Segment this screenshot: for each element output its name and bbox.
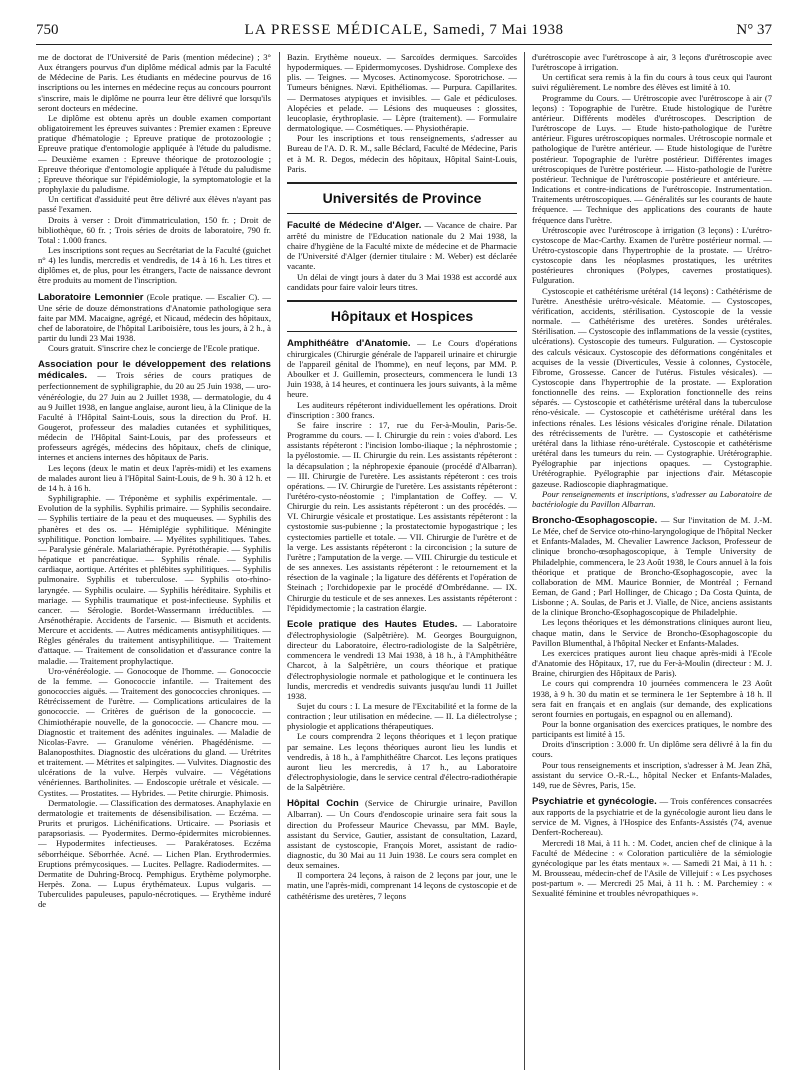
paragraph: Droits à verser : Droit d'immatriculation, 150 fr. ; Droit de bibliothèque, 60 fr. ; Trois séries de droits de laboratoire, 790 fr. Total : 1.000 francs. (38, 214, 271, 245)
paragraph: Les leçons (deux le matin et deux l'après-midi) et les examens de malades auront lieu à l'Hôpital Saint-Louis, de 9 h. 30 à 12 h. et de 14 h. à 16 h. (38, 462, 271, 493)
paragraph: Le cours comprendra 2 leçons théoriques et 1 leçon pratique par semaine. Les leçons théoriques auront lieu les lundis et vendredis, à 18 h., à l'amphithéâtre Charcot. Les leçons pratiques auront lieu les mercredis, à 17 h., au Laboratoire d'électrophysiologie, dans le service central d'électro-radiothérapie de la Salpêtrière. (287, 731, 517, 793)
section-heading: Ecole pratique des Hautes Etudes. (287, 618, 458, 630)
section-banner: Hôpitaux et Hospices (287, 300, 517, 332)
section-heading: Psychiatrie et gynécologie. (532, 796, 657, 808)
issue-number: N° 37 (736, 22, 772, 38)
paragraph: Pour renseignements et inscriptions, s'adresser au Laboratoire de bactériologie du Pavillon Albarran. (532, 488, 772, 509)
paragraph: Pour tous renseignements et inscription, s'adresser à M. Jean Zhā, assistant du service O.-R.-L., hôpital Necker et Enfants-Malades, 149, rue de Sèvres, Paris, 15e. (532, 759, 772, 790)
paragraph: Syphiligraphie. — Tréponème et syphilis expérimentale. — Evolution de la syphilis. Syphilis primaire. — Syphilis secondaire. — Syphilis tertiaire de la peau et des muqueuses. — Syphilis des phanères et des os. — Hémiplégie syphilitique. Méningite syphilitique. Ponction lombaire. — Myélites syphilitiques. Tabes. — Paralysie générale. Malariathérapie. Pyrétothérapie. — Syphilis hépatique et pancréatique. — Syphilis rénale. — Syphilis cardiaque, aortique. Artérites et phlébites syphilitiques. — Syphilis pulmonaire. Syphilis et tuberculose. — Syphilis oto-rhino-laryngée. — Syphilis oculaire. — Syphilis héréditaire. Syphilis et mariage. — Syphilis traumatique et post-infectieuse. Syphilis et cancer. — Sérologie. Bordet-Wassermann irréductibles. — Arsénothérapie. Accidents de l'arsenic. — Bismuth et accidents. Mercure et accidents. — Autres médicaments antisyphilitiques. — Règles générales du traitement antisyphilitique. — Traitement d'attaque. — Traitement de consolidation et d'assurance contre la maladie. — Traitement prophylactique. (38, 493, 271, 666)
paragraph: Les auditeurs répéteront individuellement les opérations. Droit d'inscription : 300 francs. (287, 399, 517, 420)
section-heading: Amphithéâtre d'Anatomie. (287, 337, 411, 349)
paragraph: Un certificat sera remis à la fin du cours à tous ceux qui l'auront suivi régulièrement. Le nombre des élèves est limité à 10. (532, 72, 772, 93)
paragraph: Cours gratuit. S'inscrire chez le concierge de l'Ecole pratique. (48, 343, 260, 354)
notice-broncho (532, 515, 772, 617)
paragraph: Cystoscopie et cathétérisme urétéral (14 leçons) : Cathétérisme de l'urètre. Anesthésie urétro-vésicale. Méatomie. — Cystoscopes, vérification, accidents, stérilisation. Cystoscopie de la vessie normale. — Cathétérisme des uretères. Sondes urétérales. Stérilisation. — Cystoscopie des inflammations de la vessie (cystites, ulcérations). Cystoscopie des tumeurs. Fulguration. — Cystoscopie des calculs vésicaux. Cystoscopie des déformations congénitales et acquises de la vessie (Diverticules, Vessie à colonnes, Cystocèle, Fibrome, Grossesse. Cancer de l'utérus. Fistules vésicales). — Cystoscopie dans l'hypertrophie de la prostate. — Exploration fonctionnelle des reins. — Exploration fonctionnelle des reins séparés. — Cystoscopie et cathétérisme urétéral dans la tuberculose réno-vésicale. — Cystoscopie et cathétérisme urétéral dans les infections rénales. Les lésions vésicales d'origine rénale. Dilatation des rétrécissements de l'urètre. — Cystoscopie et cathétérisme urétéral dans la lithiase réno-urétérale. Cystoscopie et cathétérisme urétéral dans les tumeurs du rein. — Cystographie. Urétérographie. Pyélographie par injections opaques. — Cystographie. Urétérographie. Pyélographie par injections d'air. Métascopie gazeuse. Radioscopie diaphragmatique. (532, 285, 772, 489)
paragraph: Le cours qui comprendra 10 journées commencera le 23 Août 1938, à 9 h. 30 du matin et se terminera le 1er Septembre à 18 h. Il sera fait en français et en anglais (sur demande, des explications seront fournies en portugais, en espagnol ou en allemand). (532, 678, 772, 719)
column-2 (287, 52, 517, 1074)
section-heading: Association pour le développement des relations médicales. (38, 359, 271, 382)
paragraph: Urétroscopie avec l'urétroscope à irrigation (3 leçons) : L'urétro-cystoscope de Mac-Carthy. Examen de l'urètre postérieur normal. — Urétro-cystoscopie dans l'hypertrophie de la prostate. — Urétro-cystoscopie dans les néoplasmes prostatiques, les urétrites postérieures chroniques (Polypes, cavernes prostatiques). Fulguration. (532, 224, 772, 286)
notice-text: — Vacance de chaire. Par arrêté du ministre de l'Education nationale du 2 Mai 1938, la chaire d'hygiène de la Faculté mixte de médecine et de Pharmacie de l'Université d'Alger (dernier titulaire : M. Weber) est déclarée vacante. (287, 219, 517, 272)
header-rule (36, 44, 772, 45)
section-heading: Broncho-Œsophagoscopie. (532, 515, 658, 527)
paragraph: Pour les inscriptions et tous renseignements, s'adresser au Bureau de l'A. D. R. M., salle Béclard, Faculté de Médecine, Paris et à M. R. Degos, médecin des hôpitaux, Hôpital Saint-Louis, Paris. (287, 133, 517, 174)
column-divider (524, 52, 525, 1070)
issue-date: Samedi, 7 Mai 1938 (432, 22, 564, 38)
section-heading: Hôpital Cochin (287, 798, 359, 810)
column-divider (279, 52, 280, 1070)
publication-name: LA PRESSE MÉDICALE, (244, 22, 429, 38)
notice-text: — Trois conférences consacrées aux rapports de la psychiatrie et de la gynécologie auront lieu dans le service de M. Vignes, à l'Hospice des Enfants-Assistés (74, avenue Denfert-Rochereau). (532, 796, 772, 838)
paragraph: Un certificat d'assiduité peut être délivré aux élèves n'ayant pas passé l'examen. (38, 194, 271, 215)
paragraph: Programme du Cours. — Urétroscopie avec l'urétroscope à air (7 leçons) : Topographie de l'urètre. Etude histologique de l'urètre antérieur. Différents modèles d'urétroscopes. Description de l'urétroscope de Luys. — Etude histo-pathologique de l'urètre antérieur. Figures urétroscopiques normales. Urétroscopie normale et pathologique de l'urètre antérieur. — Etude histologique de l'urètre postérieur. Topographie de l'urètre postérieur. Différentes images urétroscopiques de l'urètre postérieur. — Histo-pathologie de l'urètre postérieur. Technique de l'urétroscopie postérieure et antérieure. — Indications et contre-indications de l'urétroscopie. Instrumentation. Traitements urétroscopiques. — Généralités sur les courants de haute fréquence. — Technique des applications des courants de haute fréquence dans l'urètre. (532, 92, 772, 225)
paragraph: Le diplôme est obtenu après un double examen comportant obligatoirement les épreuves suivantes : Premier examen : Epreuve pratique d'hématologie ; Epreuve pratique de protozoologie ; Epreuve pratique d'entomologie appliquée à l'étude du paludisme. — Deuxième examen : Epreuve théorique de protozoologie ; Epreuve théorique d'entomologie appliquée à l'étude du paludisme ; Epreuve théorique sur l'épidémiologie, la symptomatologie et la prophylaxie du paludisme. (38, 112, 271, 195)
page-number: 750 (36, 22, 59, 38)
paragraph: Dermatologie. — Classification des dermatoses. Anaphylaxie en dermatologie et traitements de désensibilisation. — Eczéma. — Prurits et prurigos. Lichénifications. Urticaire. — Psoriasis et parapsoriasis. — Pyodermites. Dermo-épidermites microbiennes. — Hypodermites infectieuses. — Parakératoses. Eczéma séborrhéique. Séborrhée. Acné. — Lichen Plan. Erythrodermies. Eruptions prémycosiques. — Lucites. Pellagre. Radiodermites. — Dermatite de Duhring-Brocq. Pemphigus. Erythème polymorphe. Herpès. Zona. — Lupus érythémateux. Lupus vulgaris. — Tuberculides papuleuses, papulo-nécrotiques. — Erythème induré de (38, 797, 271, 910)
notice-lemonnier (38, 292, 271, 344)
paragraph: Il comportera 24 leçons, à raison de 2 leçons par jour, une le matin, une l'après-midi, comprenant 14 leçons de cystoscopie et de cathétérisme des uretères, 7 leçons (287, 870, 517, 901)
column-1 (38, 52, 271, 1074)
notice-alger (287, 220, 517, 272)
notice-text: (Ecole pratique. — Escalier C). — Une série de douze démonstrations d'Anatomie pathologique sera faite par MM. Macaigne, agrégé, et Nicaud, médecin des hôpitaux, chef de laboratoire, de l'hôpital Lariboisière, tous les jours, à 2 h., à partir du lundi 23 Mai 1938. (38, 291, 271, 344)
paragraph: Les leçons théoriques et les démonstrations cliniques auront lieu, chaque matin, dans le Service de Broncho-Œsophagoscopie du Pavillon Blumenthal, à l'hôpital Necker et Enfants-Malades. (532, 617, 772, 648)
page-header (36, 22, 772, 42)
paragraph: Un délai de vingt jours à dater du 3 Mai 1938 est accordé aux candidats pour faire valoir leurs titres. (287, 271, 517, 292)
paragraph: Se faire inscrire : 17, rue du Fer-à-Moulin, Paris-5e. Programme du cours. — I. Chirurgie du rein : voies d'abord. Les assistants répéteront : l'incision lombo-iliaque ; la néphrostomie ; la pyélostomie. — II. Chirurgie du rein. Les assistants répéteront : la décapsulation ; la néphropexie épanouie (procédé d'Albarran). — III. Chirurgie de l'uretère. Les assistants répéteront : ces trois opérations. — IV. Chirurgie de l'uretère. Les assistants répéteront : l'urétéro-cysto-néostomie ; l'implantation de Coffey. — V. Chirurgie du rein. Les assistants répéteront : un des procédés. — VI. Chirurgie vésicale et prostatique. Les assistants répéteront : la cystostomie sus-pubienne ; la prostatectomie hypogastrique ; les cystectomies partielle et totale. — VII. Chirurgie de l'urètre et de la verge. Les assistants répéteront : la circoncision ; la suture de l'urètre ; l'amputation de la verge. — VIII. Chirurgie du testicule et de ses annexes. Les assistants répéteront : le retournement et la résection de la vaginale ; la ligature des déférents et l'opération de Steinach ; l'orchidopexie par le procédé d'Ombrédanne. — IX. Chirurgie du testicule et de ses annexes. Les assistants répéteront : l'épididymectomie ; la castration élargie. (287, 419, 517, 613)
section-banner: Universités de Province (287, 182, 517, 214)
running-title (36, 22, 772, 39)
notice-text: — Laboratoire d'électrophysiologie (Salpêtrière). M. Georges Bourguignon, directeur du Laboratoire, électro-radiologiste de la Salpêtrière, commencera le vendredi 13 Mai 1938, à 18 h., à l'Amphithéâtre Charcot, à la Salpêtrière, un cours théorique et pratique d'électrophysiologie normale et pathologique et le continuera les lundis, mercredis et vendredis suivants jusqu'au lundi 11 Juillet 1938. (287, 618, 517, 701)
section-heading: Laboratoire Lemonnier (38, 291, 144, 303)
notice-text: — Le Cours d'opérations chirurgicales (Chirurgie générale de l'appareil urinaire et chirurgie de l'appareil génital de l'homme), en neuf leçons, par MM. P. Aboulker et J. Guillemin, prosecteurs, commencera le lundi 13 Juin 1938, à 14 heures, et continuera les jours suivants, à la même heure. (287, 337, 517, 400)
paragraph: d'urétroscopie avec l'urétroscope à air, 3 leçons d'urétroscopie avec l'urétroscope à irrigation. (532, 52, 772, 73)
paragraph: me de doctorat de l'Université de Paris (mention médecine) ; 3° Aux étrangers pourvus d'un diplôme médical admis par la Faculté de Médecine de Paris. Les étudiants en médecine pourvus de 16 inscriptions ou les internes en médecine reçus au concours pourront s'inscrire, mais le diplôme ne pourra leur être délivré que lorsqu'ils seront docteurs en médecine. (38, 52, 271, 113)
paragraph: Uro-vénéréologie. — Gonocoque de l'homme. — Gonococcie de la femme. — Gonococcie infantile. — Traitement des gonococcies aiguës. — Traitement des gonococcies chroniques. — Rétrécissement de l'urètre. — Complications articulaires de la gonococcie. — Critères de guérison de la gonococcie. — Chimiothérapie nouvelle, de la gonococcie. — Chancre mou. — Diagnostic et traitement des adénites inguinales. — Maladie de Nicolas-Favre. — Granulome vénérien. Phagédénisme. — Balanoposthites. Diagnostic des ulcérations du gland. — Urétrites et traitement. — Métrites et salpingites. — Vulvites. Diagnostic des ulcérations de la vulve. Herpès vulvaire. — Végétations vénériennes. Bartholinites. — Endoscopie urétrale et vésicale. — Cystites. — Prostatites. — Hybrides. — Petite chirurgie. Phimosis. (38, 665, 271, 798)
notice-text: (Service de Chirurgie urinaire, Pavillon Albarran). — Un Cours d'endoscopie urinaire sera fait sous la direction du Professeur Maurice Chevassu, par MM. Bayle, assistant du Service, Gautier, assistant de consultation, Lazard, assistant de cystoscopie, François Moret, assistant de radio-diagnostic, du 30 Mai au 11 Juin 1938. Le cours sera complet en deux semaines. (287, 798, 517, 871)
notice-association (38, 359, 271, 462)
paragraph: Les inscriptions sont reçues au Secrétariat de la Faculté (guichet n° 4) les lundis, mercredis et vendredis, de 14 à 16 h. Les titres et diplômes et, de plus, pour les étrangers, l'acte de naissance devront être produits au moment de l'inscription. (38, 244, 271, 286)
notice-amphitheatre (287, 338, 517, 400)
section-heading: Faculté de Médecine d'Alger. (287, 219, 422, 231)
paragraph: Bazin. Erythème noueux. — Sarcoïdes dermiques. Sarcoïdes hypodermiques. — Epidermomycoses. Dyshidrose. Complexe des plis. — Teignes. — Mycoses. Actinomycose. Sporotrichose. — Tumeurs bénignes. Nævi. Epithéliomas. — Purpura. Capillarites. — Dermatoses atypiques et invisibles. — Gale et pédiculoses. Alopécies et pelade. — Lésions des muqueuses : glossites, leucoplasie, érythroplasie. — Lèpre (traitement). — Formulaire dermatologique. — Cosmétiques. — Physiothérapie. (287, 52, 517, 134)
notice-cochin (287, 798, 517, 870)
paragraph: Droits d'inscription : 3.000 fr. Un diplôme sera délivré à la fin du cours. (532, 739, 772, 760)
notice-text: — Sur l'invitation de M. J.-M. Le Mée, chef de Service oto-rhino-laryngologique de l'hôpital Necker et Enfants-Malades, M. Chevalier Lawrence Jackson, Professeur de clinique broncho-œsophagoscopique, à Temple University de Philadelphie, commencera, le 23 Août 1938, le Cours annuel à la fois théorique et pratique de Broncho-Œsophagoscopie, avec la collaboration de MM. Maurice Bonnier, de Montréal ; Fernand Eeman, de Gand ; Parl Hollinger, de Chicago ; Da Costa Quinta, de Lisbonne ; A. Soulas, de Paris et J. Vialle, de Nice, anciens assistants de la clinique Broncho-Œsophagoscopique de Philadelphie. (532, 515, 772, 618)
column-3 (532, 52, 772, 1074)
notice-text: — Trois séries de cours pratiques de perfectionnement de syphiligraphie, du 20 au 25 Juin 1938, — uro-vénéréologie, du 27 Juin au 2 Juillet 1938, — dermatologie, du 4 au 9 Juillet 1938, en langue anglaise, auront lieu, à la Clinique de la Faculté à l'Hôpital Saint-Louis, sous la direction du Prof. H. Gougerot, professeur des maladies cutanées et syphilitiques, médecin de l'Hôpital Saint-Louis, par des professeurs et professeurs agrégés, médecins des hôpitaux, chefs de clinique, internes et anciens internes des hôpitaux de Paris. (38, 370, 271, 463)
notice-ecole (287, 619, 517, 701)
paragraph: Pour la bonne organisation des exercices pratiques, le nombre des participants est limité à 15. (532, 719, 772, 740)
paragraph: Sujet du cours : I. La mesure de l'Excitabilité et la forme de la contraction ; leur utilisation en médecine. — II. La diélectrolyse ; physiologie et applications thérapeutiques. (287, 700, 517, 732)
paragraph: Les exercices pratiques auront lieu chaque après-midi à l'Ecole d'Anatomie des Hôpitaux, 17, rue du Fer-à-Moulin (directeur : M. J. Braine, chirurgien des Hôpitaux de Paris). (532, 647, 772, 679)
notice-psychiatrie (532, 796, 772, 837)
paragraph: Mercredi 18 Mai, à 11 h. : M. Codet, ancien chef de clinique à la Faculté de Médecine : « Coloration particulière de la sémiologie gynécologique par les états mentaux ». — Samedi 21 Mai, à 11 h. : M. Brousseau, médecin-chef de l'Asile de Villejuif : « Les psychoses post-partum ». — Mercredi 25 Mai, à 11 h. : M. Parchemiey : « Sexualité féminine et troubles névropathiques ». (532, 837, 772, 899)
